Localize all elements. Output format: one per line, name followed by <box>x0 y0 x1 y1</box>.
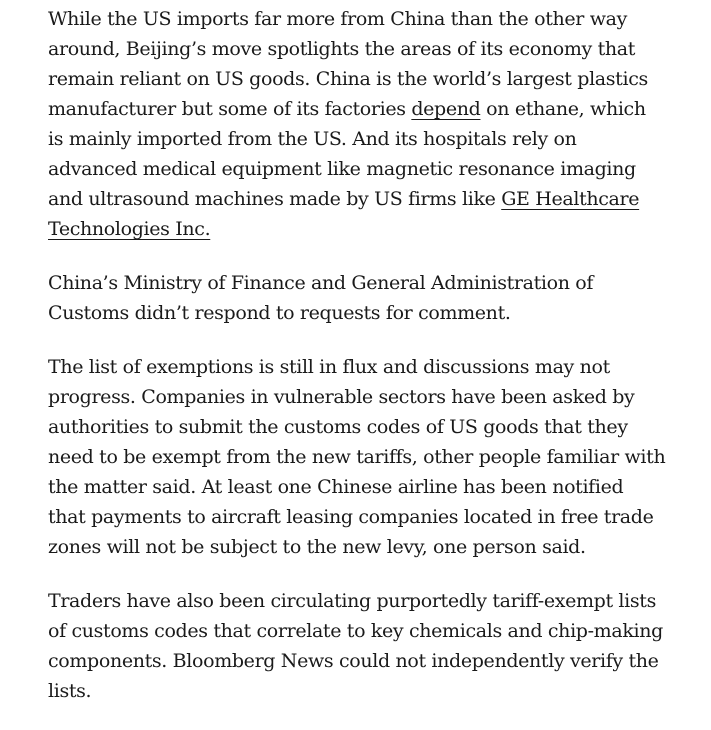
link-depend[interactable]: depend <box>411 98 481 120</box>
paragraph-1 <box>48 4 666 244</box>
paragraph-2: China’s Ministry of Finance and General Administration of Customs didn’t respond to requests for comment. <box>48 272 594 324</box>
paragraph-4: Traders have also been circulating purportedly tariff-exempt lists of customs codes that correlate to key chemicals and chip-making components. Bloomberg News could not independently verify the lists. <box>48 590 663 702</box>
link-ge-healthcare[interactable]: GE Healthcare Technologies Inc. <box>48 188 640 240</box>
paragraph-1-text-b: on ethane, which is mainly imported from the US. And its hospitals rely on advanced medical equipment like magnetic resonance imaging and ultrasound machines made by US firms like <box>48 98 646 210</box>
article-body <box>48 4 666 730</box>
paragraph-1-text-a: While the US imports far more from China than the other way around, Beijing’s move spotlights the areas of its economy that remain reliant on US goods. China is the world’s largest plastics manufacturer but some of its factories <box>48 8 648 120</box>
paragraph-3: The list of exemptions is still in flux and discussions may not progress. Companies in vulnerable sectors have been asked by authorities to submit the customs codes of US goods that they need to be exempt from the new tariffs, other people familiar with the matter said. At least one Chinese airline has been notified that payments to aircraft leasing companies located in free trade zones will not be subject to the new levy, one person said. <box>48 356 666 558</box>
